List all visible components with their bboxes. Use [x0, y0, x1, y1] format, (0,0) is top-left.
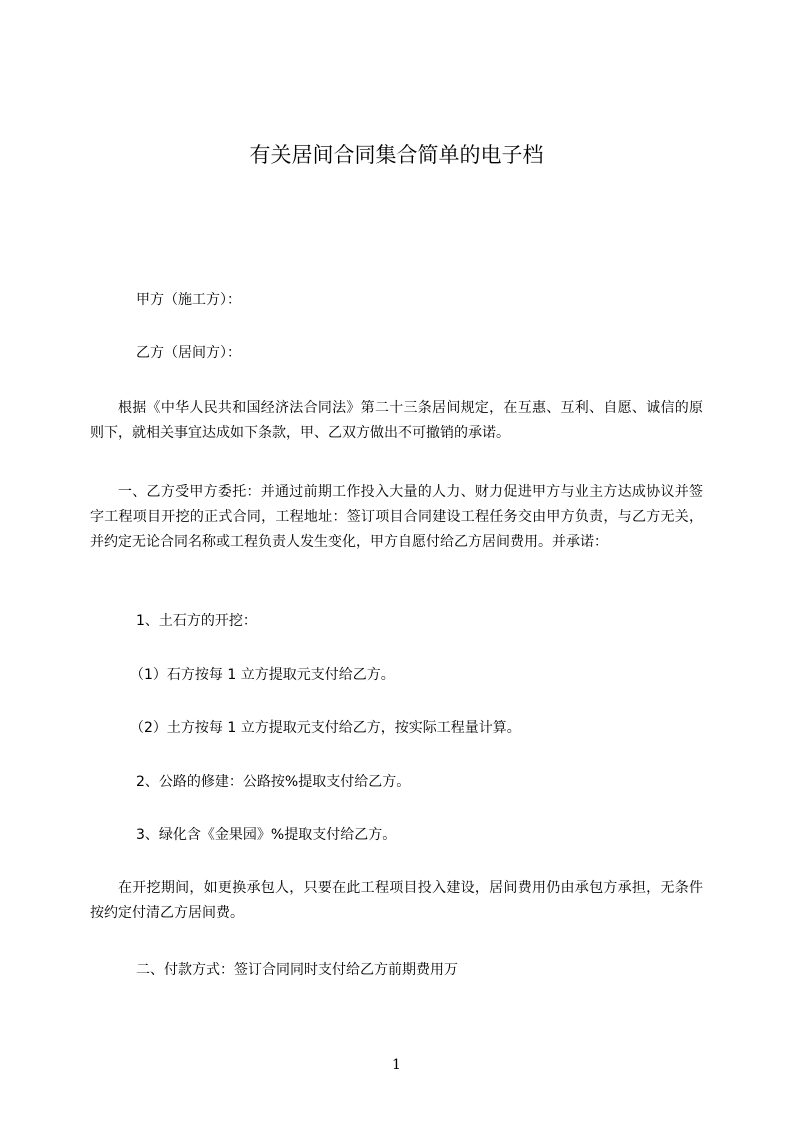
item-earthwork-heading: 1、土石方的开挖： — [136, 613, 257, 629]
item-stone-rate: （1）石方按每 1 立方提取元支付给乙方。 — [130, 667, 395, 683]
excavation-note-paragraph: 在开挖期间，如更换承包人，只要在此工程项目投入建设，居间费用仍由承包方承担，无条件按约定付清乙方居间费。 — [90, 880, 703, 921]
preamble-paragraph: 根据《中华人民共和国经济法合同法》第二十三条居间规定，在互惠、互利、自愿、诚信的原则下，就相关事宜达成如下条款，甲、乙双方做出不可撤销的承诺。 — [90, 400, 703, 441]
party-a-line: 甲方（施工方）： — [136, 292, 241, 308]
clause-one-paragraph: 一、乙方受甲方委托：并通过前期工作投入大量的人力、财力促进甲方与业主方达成协议并签字工程项目开挖的正式合同，工程地址：签订项目合同建设工程任务交由甲方负责，与乙方无关，并约定无论合同名称或工程负责人发生变化，甲方自愿付给乙方居间费用。并承诺： — [90, 484, 703, 550]
clause-two-payment: 二、付款方式：签订合同同时支付给乙方前期费用万 — [136, 962, 458, 978]
party-b-line: 乙方（居间方）： — [136, 345, 241, 361]
item-greening: 3、绿化含《金果园》%提取支付给乙方。 — [136, 827, 397, 843]
document-title: 有关居间合同集合简单的电子档 — [249, 143, 544, 167]
item-road-construction: 2、公路的修建：公路按%提取支付给乙方。 — [136, 774, 411, 790]
item-soil-rate: （2）土方按每 1 立方提取元支付给乙方，按实际工程量计算。 — [130, 720, 521, 736]
page-number: 1 — [392, 1057, 401, 1073]
